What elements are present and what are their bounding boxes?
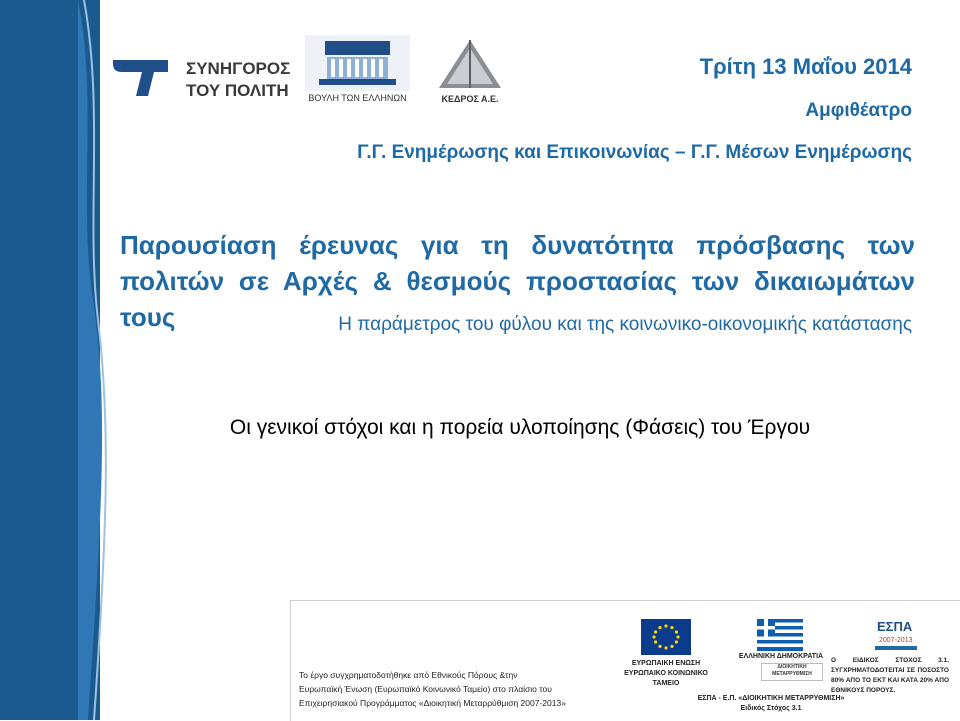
espa-logo-text: ΕΣΠΑ bbox=[877, 619, 913, 634]
presentation-subtitle: Η παράμετρος του φύλου και της κοινωνικο-οικονομικής κατάστασης bbox=[338, 314, 912, 335]
greek-flag-icon bbox=[757, 619, 803, 651]
funding-line-3: Επιχειρησιακού Προγράμματος «Διοικητική Μεταρρύθμιση 2007-2013» bbox=[299, 698, 566, 708]
espa-caption-line-1: ΕΣΠΑ - Ε.Π. «ΔΙΟΙΚΗΤΙΚΗ ΜΕΤΑΡΡΥΘΜΙΣΗ» bbox=[697, 695, 845, 702]
funding-line-1: Το έργο συγχρηματοδοτήθηκε από Εθνικούς Πόρους &την bbox=[299, 670, 518, 680]
synigoros-line1: ΣΥΝΗΓΟΡΟΣ bbox=[186, 59, 291, 78]
kedros-caption: ΚΕΔΡΟΣ Α.Ε. bbox=[441, 94, 499, 104]
dioikitiki-metarrythmisi-logo bbox=[761, 663, 823, 681]
funding-statement bbox=[299, 668, 639, 710]
greece-caption: ΕΛΛΗΝΙΚΗ ΔΗΜΟΚΡΑΤΙΑ bbox=[738, 653, 824, 660]
eu-caption-line-2: ΕΥΡΩΠΑΙΚΟ ΚΟΙΝΩΝΙΚΟ bbox=[624, 670, 708, 677]
espa-logo bbox=[871, 615, 921, 655]
left-decorative-band bbox=[0, 0, 100, 720]
vouli-logo bbox=[305, 35, 410, 110]
synigoros-wordmark bbox=[186, 58, 290, 102]
kedros-logo bbox=[435, 38, 505, 108]
title-line-1: Παρουσίαση έρευνας για τη δυνατότητα πρόσβασης των bbox=[120, 230, 915, 260]
espa-logo-icon bbox=[871, 615, 921, 655]
event-date: Τρίτη 13 Μαΐου 2014 bbox=[699, 54, 912, 79]
event-venue: Αμφιθέατρο bbox=[805, 100, 912, 121]
parliament-building-icon bbox=[305, 35, 410, 91]
eu-flag-icon bbox=[641, 619, 691, 655]
cofinancing-note: Ο ΕΙΔΙΚΟΣ ΣΤΟΧΟΣ 3.1. ΣΥΓΧΡΗΜΑΤΟΔΟΤΕΙΤΑΙ ΣΕ ΠΟΣΟΣΤΟ 80% ΑΠΟ ΤΟ ΕΚΤ ΚΑΙ ΚΑΤΑ 20% ΑΠΟ ΕΘΝΙΚΟΥΣ ΠΟΡΟΥΣ. bbox=[831, 657, 949, 694]
event-organizers: Γ.Γ. Ενημέρωσης και Επικοινωνίας – Γ.Γ. Μέσων Ενημέρωσης bbox=[357, 142, 912, 163]
dm-line-2: ΜΕΤΑΡΡΥΘΜΙΣΗ bbox=[772, 671, 812, 677]
espa-caption-line-2: Ειδικός Στόχος 3.1 bbox=[740, 705, 802, 712]
synigoros-logo bbox=[108, 50, 291, 110]
eu-caption bbox=[611, 659, 721, 689]
kedros-triangle-icon bbox=[435, 38, 505, 92]
title-line-2: πολιτών σε Αρχές & θεσμούς προστασίας των δικαιωμάτων τους bbox=[120, 266, 915, 332]
wave-decoration bbox=[78, 0, 108, 720]
synigoros-mark-icon bbox=[108, 50, 183, 100]
vouli-caption: ΒΟΥΛΗ ΤΩΝ ΕΛΛΗΝΩΝ bbox=[308, 93, 407, 103]
eu-caption-line-3: ΤΑΜΕΙΟ bbox=[652, 680, 680, 687]
dm-line-1: ΔΙΟΙΚΗΤΙΚΗ bbox=[777, 664, 807, 670]
slide-topic: Οι γενικοί στόχοι και η πορεία υλοποίησης (Φάσεις) του Έργου bbox=[229, 416, 811, 439]
espa-caption bbox=[651, 694, 891, 714]
espa-logo-years: 2007-2013 bbox=[879, 637, 913, 644]
eu-caption-line-1: ΕΥΡΩΠΑΙΚΗ ΕΝΩΣΗ bbox=[631, 660, 701, 667]
funding-line-2: Ευρωπαϊκή Ένωση (Ευρωπαϊκό Κοινωνικό Ταμείο) στο πλαίσιο του bbox=[299, 684, 552, 694]
funding-footer bbox=[290, 600, 960, 721]
synigoros-line2: ΤΟΥ ΠΟΛΙΤΗ bbox=[186, 81, 289, 100]
